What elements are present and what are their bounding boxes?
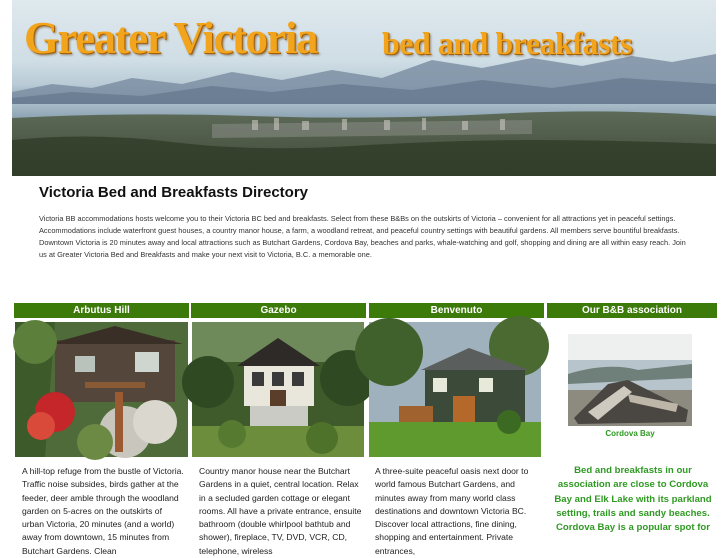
site-banner	[12, 0, 716, 176]
arbutus-hill-photo[interactable]	[15, 322, 188, 457]
benvenuto-description: A three-suite peaceful oasis next door to world famous Butchart Gardens, and minutes away from many world class destinations and downtown Victoria BC. Discover local attractions, fine dining, shopping and entertainment. Private entrances,	[375, 466, 529, 556]
cordova-bay-photo[interactable]	[568, 334, 692, 426]
arbutus-hill-description: A hill-top refuge from the bustle of Victoria. Traffic noise subsides, birds gather at the feeder, deer amble through the woodland garden on 5-acres on the outskirts of urban Victoria, 20 minutes (and a world) away from downtown, 15 minutes from Butchart Gardens. Clean	[22, 466, 184, 556]
gazebo-photo[interactable]	[192, 322, 364, 457]
page-title: Victoria Bed and Breakfasts Directory	[39, 184, 308, 201]
site-title: Greater Victoria	[24, 13, 317, 63]
column-header-gazebo[interactable]: Gazebo	[191, 303, 366, 318]
site-subtitle: bed and breakfasts	[382, 25, 633, 61]
cordova-bay-caption[interactable]: Cordova Bay	[605, 429, 655, 438]
column-arbutus-hill	[14, 303, 189, 318]
column-header-association[interactable]: Our B&B association	[547, 303, 717, 318]
column-gazebo	[191, 303, 366, 318]
intro-paragraph: Victoria BB accommodations hosts welcome you to their Victoria BC bed and breakfasts. Select from these B&Bs on the outskirts of Victoria – convenient for all attractions yet in peaceful settings. Accommodations include waterfront guest houses, a country manor house, a farm, a woodland retreat, and peaceful country settings with beautiful gardens. All members serve bountiful breakfasts. Downtown Victoria is 20 minutes away and local attractions such as Butchart Gardens, Cordova Bay, beaches and parks, whale-watching and golf, shopping and dining are all within easy reach. Join us at Greater Victoria Bed and Breakfasts and make your next visit to Victoria, B.C. a memorable one.	[39, 214, 686, 259]
column-header-arbutus-hill[interactable]: Arbutus Hill	[14, 303, 189, 318]
column-benvenuto	[369, 303, 544, 318]
association-description: Bed and breakfasts in our association are close to Cordova Bay and Elk Lake with its parkland setting, trails and sandy beaches. Cordova Bay is a popular spot for	[554, 465, 712, 534]
gazebo-description: Country manor house near the Butchart Gardens in a quiet, central location. Relax in a secluded garden cottage or elegant rooms. All have a private entrance, ensuite bathroom (double whirlpool bathtub and shower), fireplace, TV, DVD, VCR, CD, telephone, wireless	[199, 466, 362, 556]
column-header-benvenuto[interactable]: Benvenuto	[369, 303, 544, 318]
column-association	[547, 303, 717, 318]
benvenuto-photo[interactable]	[369, 322, 541, 457]
